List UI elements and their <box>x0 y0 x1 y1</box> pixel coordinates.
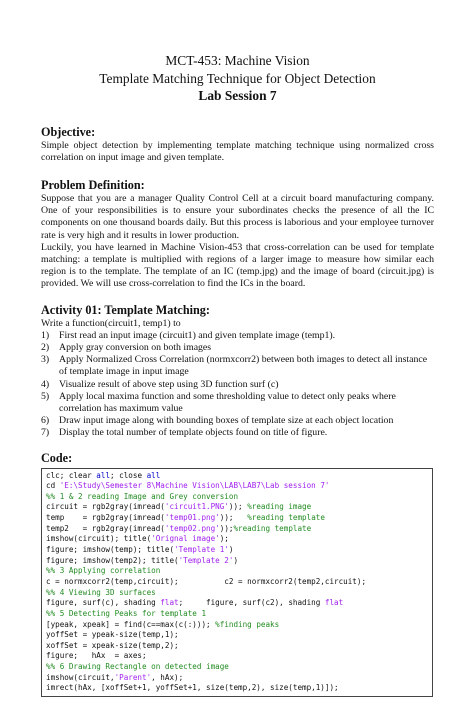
step-item <box>41 354 434 378</box>
code-token: ); <box>219 534 229 544</box>
code-line <box>46 492 428 503</box>
code-token: ; close <box>110 470 147 480</box>
code-token: imshow(circuit, <box>46 672 115 682</box>
code-token: %finding peaks <box>215 619 280 629</box>
code-token: cd <box>46 481 60 491</box>
code-token: %reading image <box>247 502 312 512</box>
step-item <box>41 391 434 415</box>
step-text: Apply Normalized Cross Correlation (normxcorr2) between both images to detect all instance of template image in input image <box>59 354 428 378</box>
code-token: imrect(hAx, [xoffSet+1, yoffSet+1, size(temp,2), size(temp,1)]); <box>46 683 339 693</box>
lab-topic: Template Matching Technique for Object Detection <box>99 70 376 86</box>
code-token: c = normxcorr2(temp,circuit); c2 = normxcorr2(temp2,circuit); <box>46 576 367 586</box>
code-line <box>46 556 428 567</box>
code-token: 'circuit1.PNG' <box>164 502 229 512</box>
code-line <box>46 502 428 513</box>
code-token: 'Template 2' <box>178 555 234 565</box>
code-token: [ypeak, xpeak] = find(c==max(c(:))); <box>46 619 216 629</box>
code-token: flat <box>160 598 179 608</box>
code-token: figure; imshow(temp); title( <box>46 545 175 555</box>
step-number: 4) <box>41 378 50 390</box>
code-token: circuit = rgb2gray(imread( <box>46 502 165 512</box>
code-token: all <box>146 470 161 480</box>
code-token: )); <box>228 502 248 512</box>
code-token: yoffSet = ypeak-size(temp,1); <box>46 630 179 640</box>
step-number: 6) <box>41 415 50 427</box>
code-token: figure, surf(c), shading <box>46 598 161 608</box>
document-page <box>0 52 474 722</box>
activity-intro: Write a function(circuit1, temp1) to <box>41 317 181 329</box>
problem-heading: Problem Definition: <box>41 177 145 192</box>
code-token: ) <box>233 555 239 565</box>
step-item <box>41 427 434 439</box>
code-line <box>46 673 428 684</box>
code-line <box>46 481 428 492</box>
step-number: 2) <box>41 341 50 353</box>
code-block <box>41 468 433 697</box>
step-text: First read an input image (circuit1) and given template image (temp1). <box>59 329 336 341</box>
document-header <box>41 52 434 105</box>
code-token: imshow(circuit); title( <box>46 534 152 544</box>
code-token: 'Template 1' <box>174 545 229 555</box>
objective-heading: Objective: <box>41 124 96 139</box>
code-token: )); <box>219 513 248 523</box>
code-line <box>46 577 428 588</box>
steps-list <box>41 330 434 440</box>
code-line <box>46 630 428 641</box>
objective-text: Simple object detection by implementing template matching technique using normalized cross correlation on input image and given template. <box>41 139 434 163</box>
code-line <box>46 524 428 535</box>
code-line <box>46 588 428 599</box>
code-line <box>46 566 428 577</box>
problem-paragraph-2: Luckily, you have learned in Machine Vision-453 that cross-correlation can be used for template matching: a template is multiplied with regions of a larger image to measure how similar each region is to the template. The template of an IC (temp.jpg) and the image of board (circuit.jpg) is provided. We will use cross-correlation to find the ICs in the board. <box>41 241 434 290</box>
code-token: 'Parent' <box>114 672 152 682</box>
code-token: , hAx); <box>151 672 184 682</box>
code-token: temp2 = rgb2gray(imread( <box>46 523 165 533</box>
code-token: temp = rgb2gray(imread( <box>46 513 165 523</box>
step-number: 7) <box>41 427 50 439</box>
step-number: 5) <box>41 390 50 402</box>
code-line <box>46 641 428 652</box>
code-token: xoffSet = xpeak-size(temp,2); <box>46 640 179 650</box>
code-token: flat <box>324 598 344 608</box>
step-text: Apply gray conversion on both images <box>59 341 212 353</box>
code-token: 'temp02.png' <box>164 523 220 533</box>
code-line <box>46 598 428 609</box>
code-token: %% 6 Drawing Rectangle on detected image <box>46 662 229 672</box>
code-line <box>46 620 428 631</box>
code-token: 'temp01.png' <box>164 513 220 523</box>
lab-session: Lab Session 7 <box>198 88 277 103</box>
code-token: %reading template <box>233 523 312 533</box>
code-token: figure; imshow(temp2); title( <box>46 555 179 565</box>
step-number: 1) <box>41 329 50 341</box>
code-line <box>46 534 428 545</box>
code-token: clc; clear <box>46 470 97 480</box>
code-token: 'Orignal image' <box>151 534 220 544</box>
activity-heading: Activity 01: Template Matching: <box>41 302 210 317</box>
code-line <box>46 513 428 524</box>
code-token: %% 4 Viewing 3D surfaces <box>46 587 156 597</box>
step-item <box>41 342 434 354</box>
step-text: Visualize result of above step using 3D function surf (c) <box>59 378 279 390</box>
code-token: %reading template <box>247 513 325 523</box>
code-token: all <box>96 470 111 480</box>
code-line <box>46 651 428 662</box>
code-token: figure; hAx = axes; <box>46 651 147 661</box>
step-item <box>41 415 434 427</box>
step-item <box>41 379 434 391</box>
code-line <box>46 545 428 556</box>
code-token: %% 3 Applying correlation <box>46 566 161 576</box>
step-item <box>41 330 434 342</box>
code-line <box>46 683 428 694</box>
code-line <box>46 662 428 673</box>
code-line <box>46 609 428 620</box>
code-token: %% 1 & 2 reading Image and Grey conversion <box>46 491 239 501</box>
step-text: Display the total number of template objects found on title of figure. <box>59 427 328 439</box>
code-token: ) <box>228 545 234 555</box>
step-text: Draw input image along with bounding boxes of template size at each object location <box>59 415 394 427</box>
code-token: )); <box>219 523 234 533</box>
code-token: 'E:\Study\Semester 8\Machine Vision\LAB\LAB7\Lab session 7' <box>59 481 330 491</box>
step-text: Apply local maxima function and some thresholding value to detect only peaks where correlation has maximum value <box>59 390 396 414</box>
code-heading: Code: <box>41 450 73 465</box>
code-token: ; figure, surf(c2), shading <box>178 598 325 608</box>
problem-paragraph-1: Suppose that you are a manager Quality Control Cell at a circuit board manufacturing company. One of your responsibilities is to ensure your subordinates checks the presence of all the IC components on one thousand boards daily. But this process is laborious and your employee turnover rate is very high and it results in lower production. <box>41 192 434 241</box>
code-token: %% 5 Detecting Peaks for template 1 <box>46 608 207 618</box>
course-title: MCT-453: Machine Vision <box>165 53 310 68</box>
step-number: 3) <box>41 354 50 366</box>
code-line <box>46 471 428 482</box>
